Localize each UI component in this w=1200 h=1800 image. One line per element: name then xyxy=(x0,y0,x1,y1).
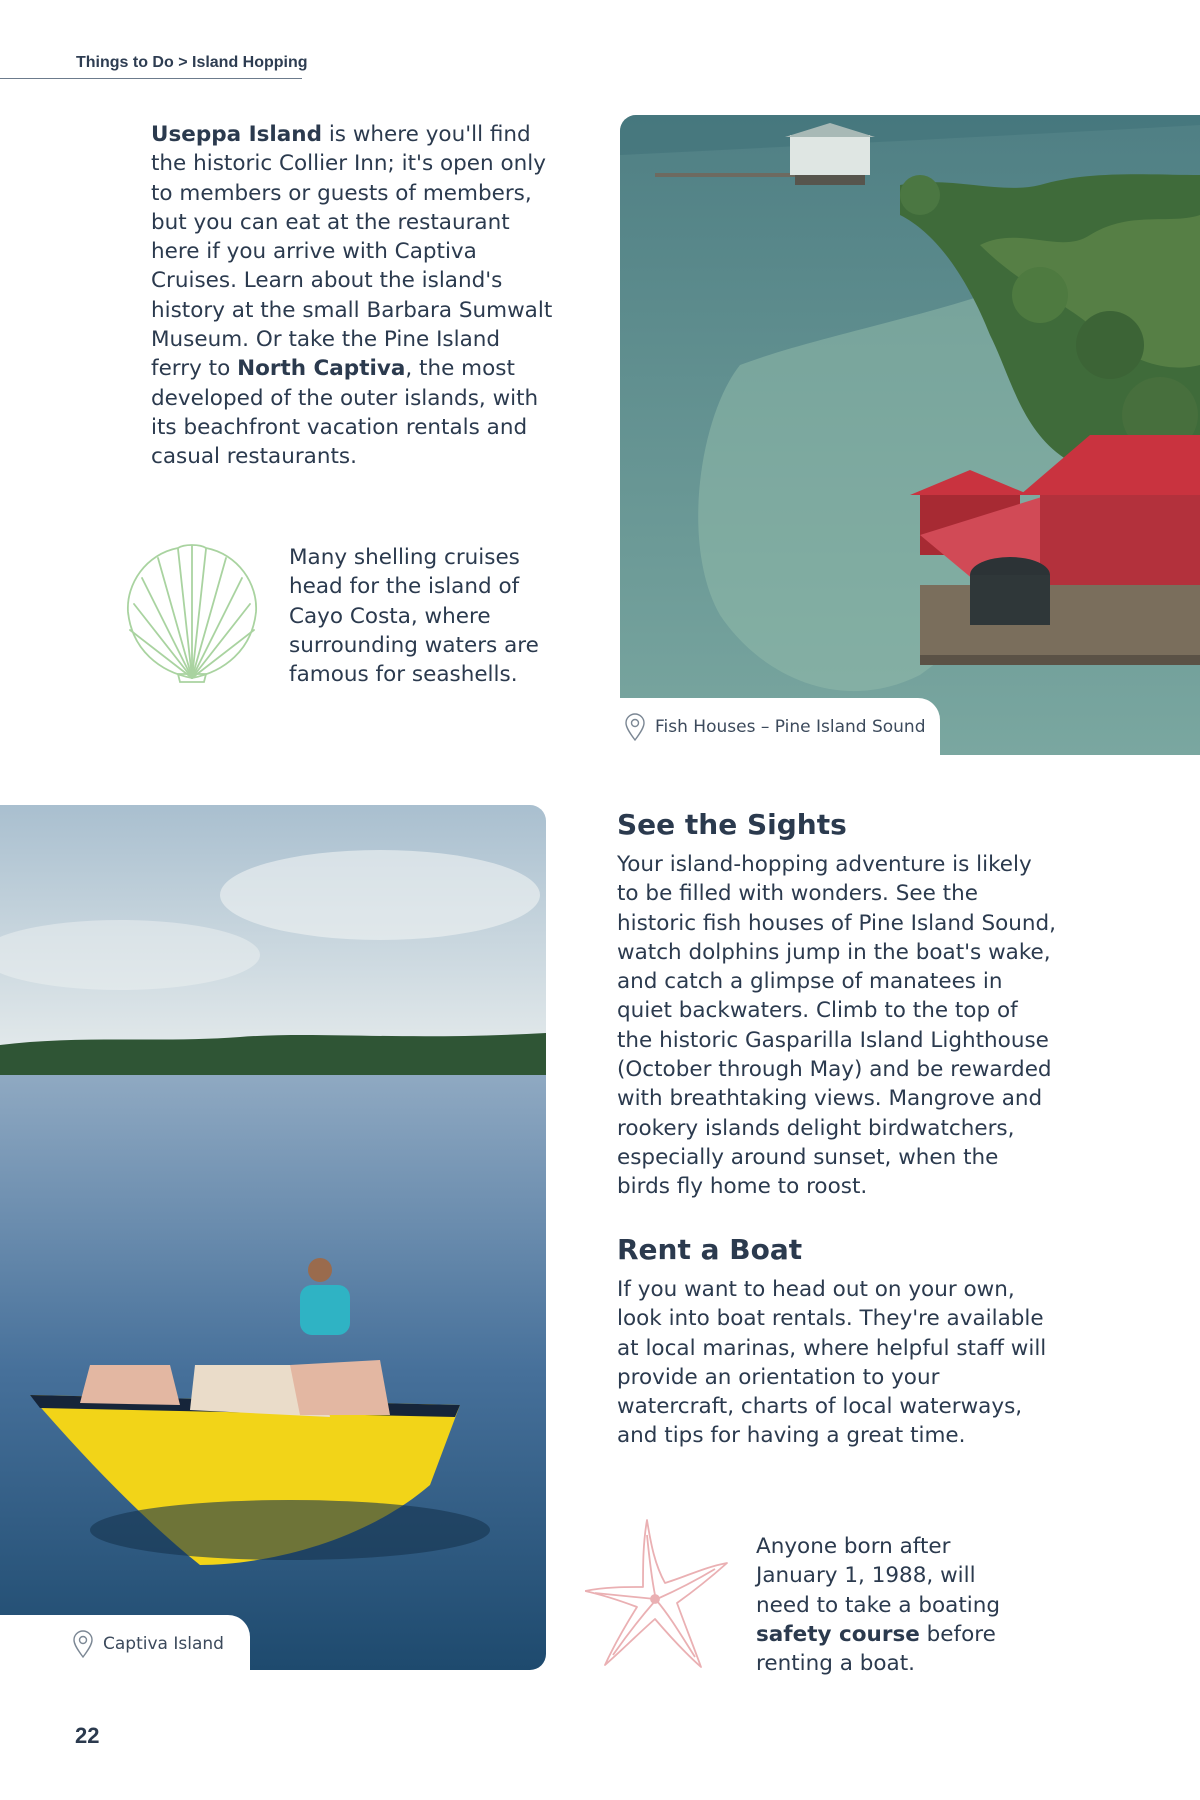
starfish-icon xyxy=(585,1515,730,1670)
boating-safety-tip xyxy=(756,1532,1021,1678)
useppa-island-bold: Useppa Island xyxy=(151,122,322,147)
breadcrumb[interactable]: Things to Do > Island Hopping xyxy=(76,54,308,71)
map-pin-icon xyxy=(623,712,647,742)
intro-text-1: is where you'll find the historic Collier Inn; it's open only to members or guests of members, but you can eat at the restaurant here if you arrive with Captiva Cruises. Learn about the island's history at the small Barbara Sumwalt Museum. Or take the Pine Island ferry to xyxy=(151,122,553,382)
rent-a-boat-heading: Rent a Boat xyxy=(617,1233,803,1266)
see-the-sights-text: Your island-hopping adventure is likely to be filled with wonders. See the historic fish houses of Pine Island Sound, watch dolphins jump in the boat's wake, and catch a glimpse of manatees in quiet backwaters. Climb to the top of the historic Gasparilla Island Lighthouse (October through May) and be rewarded with breathtaking views. Mangrove and rookery islands delight birdwatchers, especially around sunset, when the birds fly home to roost. xyxy=(617,852,1056,1200)
fish-houses-photo xyxy=(620,115,1200,755)
fish-houses-caption-text: Fish Houses – Pine Island Sound xyxy=(655,716,926,737)
rent-a-boat-text: If you want to head out on your own, look into boat rentals. They're available at local marinas, where helpful staff will provide an orientation to your watercraft, charts of local waterways, and tips for having a great time. xyxy=(617,1277,1047,1449)
intro-text-2: , the most developed of the outer islands, with its beachfront vacation rentals and casual restaurants. xyxy=(151,356,539,470)
captiva-boat-photo xyxy=(0,805,546,1670)
see-the-sights-heading: See the Sights xyxy=(617,808,847,841)
star-tip-text-1: Anyone born after January 1, 1988, will need to take a boating xyxy=(756,1534,1000,1618)
page-number: 22 xyxy=(75,1723,100,1748)
captiva-island-caption xyxy=(0,1615,250,1672)
fish-houses-caption xyxy=(620,698,940,755)
safety-course-bold: safety course xyxy=(756,1621,920,1647)
breadcrumb-divider xyxy=(0,78,302,79)
map-pin-icon xyxy=(71,1629,95,1659)
shell-tip-text: Many shelling cruises head for the island of Cayo Costa, where surrounding waters are famous for seashells. xyxy=(289,545,539,688)
north-captiva-bold: North Captiva xyxy=(237,356,406,382)
seashell-icon xyxy=(120,540,265,685)
captiva-island-caption-text: Captiva Island xyxy=(103,1633,224,1654)
intro-paragraph xyxy=(151,120,556,472)
star-tip-text-2: before renting a boat. xyxy=(756,1621,996,1677)
